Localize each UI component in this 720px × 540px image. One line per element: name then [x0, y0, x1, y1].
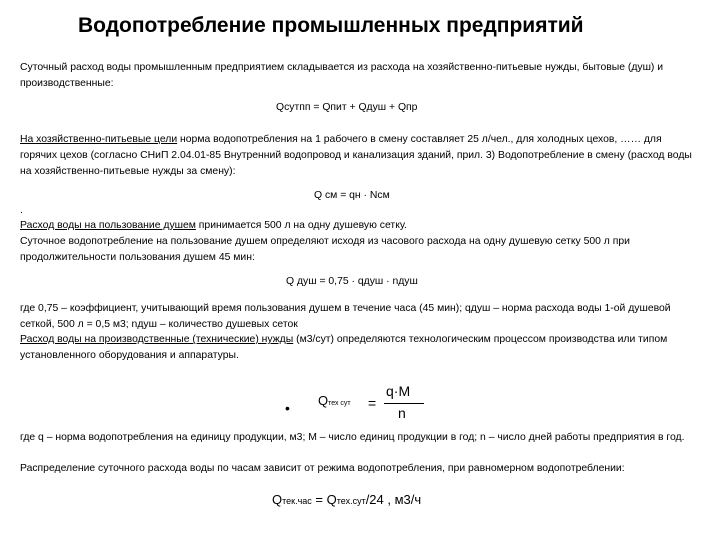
- formula-shift: Q см = qн · Nсм: [314, 190, 390, 201]
- formula-technical-lhs: Qтех сут: [318, 393, 351, 408]
- formula-hourly-lhs-sub: тек.час: [282, 496, 312, 506]
- formula-hourly-rhs-sub: тех.сут: [336, 496, 366, 506]
- formula-shower: Q душ = 0,75 · qдуш · nдуш: [286, 276, 418, 287]
- shower-heading: Расход воды на пользование душем: [20, 220, 196, 231]
- household-paragraph: [20, 132, 700, 180]
- bullet-marker: •: [285, 400, 290, 416]
- formula-hourly-rest: /24 , м3/ч: [365, 492, 422, 507]
- fraction-bar: [384, 403, 424, 404]
- formula-technical-denominator: n: [398, 405, 406, 421]
- household-heading: На хозяйственно-питьевые цели: [20, 134, 178, 145]
- production-text: (м3/сут) определяются технологическим процессом производства или типом установленного оборудования и аппаратуры.: [20, 334, 668, 361]
- shower-paragraph: [20, 218, 700, 266]
- formula-technical-lhs-sub: тех сут: [328, 400, 351, 407]
- shower-explanation: где 0,75 – коэффициент, учитывающий время пользования душем в течение часа (45 мин); qдуш – норма расхода воды 1-ой душевой сеткой, 500 л = 0,5 м3; nдуш – количество душевых сеток: [20, 303, 671, 330]
- formula-daily-total: Qсутпп = Qпит + Qдуш + Qпр: [276, 102, 418, 113]
- technical-explanation: где q – норма водопотребления на единицу продукции, м3; М – число единиц продукции в год; n – число дней работы предприятия в год.: [20, 432, 685, 443]
- formula-technical-numerator: q·M: [386, 383, 411, 399]
- intro-paragraph: Суточный расход воды промышленным предприятием складывается из расхода на хозяйственно-питьевые нужды, бытовые (душ) и производственные:: [20, 62, 664, 89]
- distribution-paragraph: Распределение суточного расхода воды по часам зависит от режима водопотребления, при равномерном водопотреблении:: [20, 463, 625, 474]
- shower-text-1: принимается 500 л на одну душевую сетку.: [195, 220, 407, 231]
- household-text: норма водопотребления на 1 рабочего в смену составляет 25 л/чел., для холодных цехов, …… для горячих цехов (согласно СНиП 2.04.01-85 Внутренний водопровод и канализация зданий, прил. 3) Водопотребление в смену (расход воды на хозяйственно-питьевые нужды за смену):: [20, 134, 692, 177]
- shower-text-2: Суточное водопотребление на пользование душем определяют исходя из часового расхода на одну душевую сетку 500 л при продолжительности пользования душем 45 мин:: [20, 236, 630, 263]
- production-heading: Расход воды на производственные (технические) нужды: [20, 334, 294, 345]
- production-paragraph: [20, 332, 700, 364]
- page-title: Водопотребление промышленных предприятий: [78, 14, 584, 37]
- formula-hourly: Qтек.час = Qтех.сут/24 , м3/ч: [272, 492, 422, 507]
- formula-technical-equals: =: [368, 395, 377, 411]
- separator-dot: .: [20, 205, 23, 216]
